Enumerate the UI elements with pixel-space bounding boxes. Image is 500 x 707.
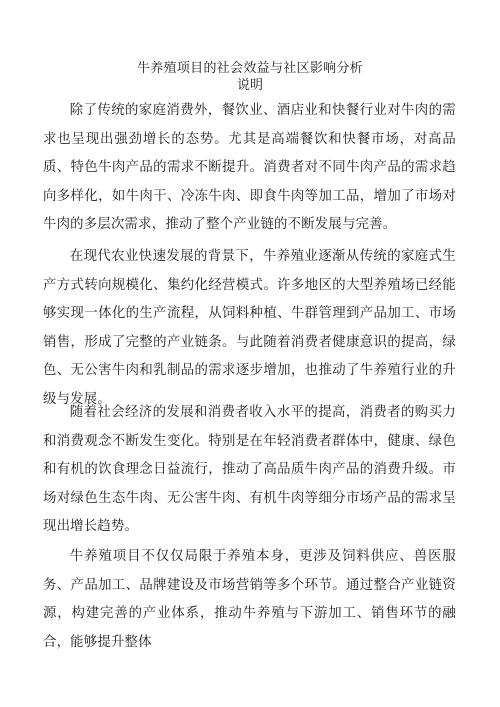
document-title: 牛养殖项目的社会效益与社区影响分析 (136, 61, 364, 76)
paragraph-4: 牛养殖项目不仅仅局限于养殖本身，更涉及饲料供应、兽医服务、产品加工、品牌建设及市场营销等多个环节。通过整合产业链资源，构建完善的产业体系，推动牛养殖与下游加工、销售环节的融合，能够提升整体 (43, 549, 456, 650)
paragraph-2: 在现代农业快速发展的背景下，牛养殖业逐渐从传统的家庭式生产方式转向规模化、集约化经营模式。许多地区的大型养殖场已经能够实现一体化的生产流程，从饲料种植、牛群管理到产品加工、市场销售，形成了完整的产业链条。与此随着消费者健康意识的提高，绿色、无公害牛肉和乳制品的需求逐步增加，也推动了牛养殖行业的升级与发展。 (43, 249, 456, 407)
document-subtitle: 说明 (236, 78, 263, 93)
paragraph-3: 随着社会经济的发展和消费者收入水平的提高，消费者的购买力和消费观念不断发生变化。特别是在年轻消费者群体中，健康、绿色和有机的饮食理念日益流行，推动了高品质牛肉产品的消费升级。市场对绿色生态牛肉、无公害牛肉、有机牛肉等细分市场产品的需求呈现出增长趋势。 (43, 405, 456, 534)
paragraph-1: 除了传统的家庭消费外，餐饮业、酒店业和快餐行业对牛肉的需求也呈现出强劲增长的态势。尤其是高端餐饮和快餐市场，对高品质、特色牛肉产品的需求不断提升。消费者对不同牛肉产品的需求趋向多样化，如牛肉干、冷冻牛肉、即食牛肉等加工品，增加了市场对牛肉的多层次需求，推动了整个产业链的不断发展与完善。 (43, 103, 456, 232)
